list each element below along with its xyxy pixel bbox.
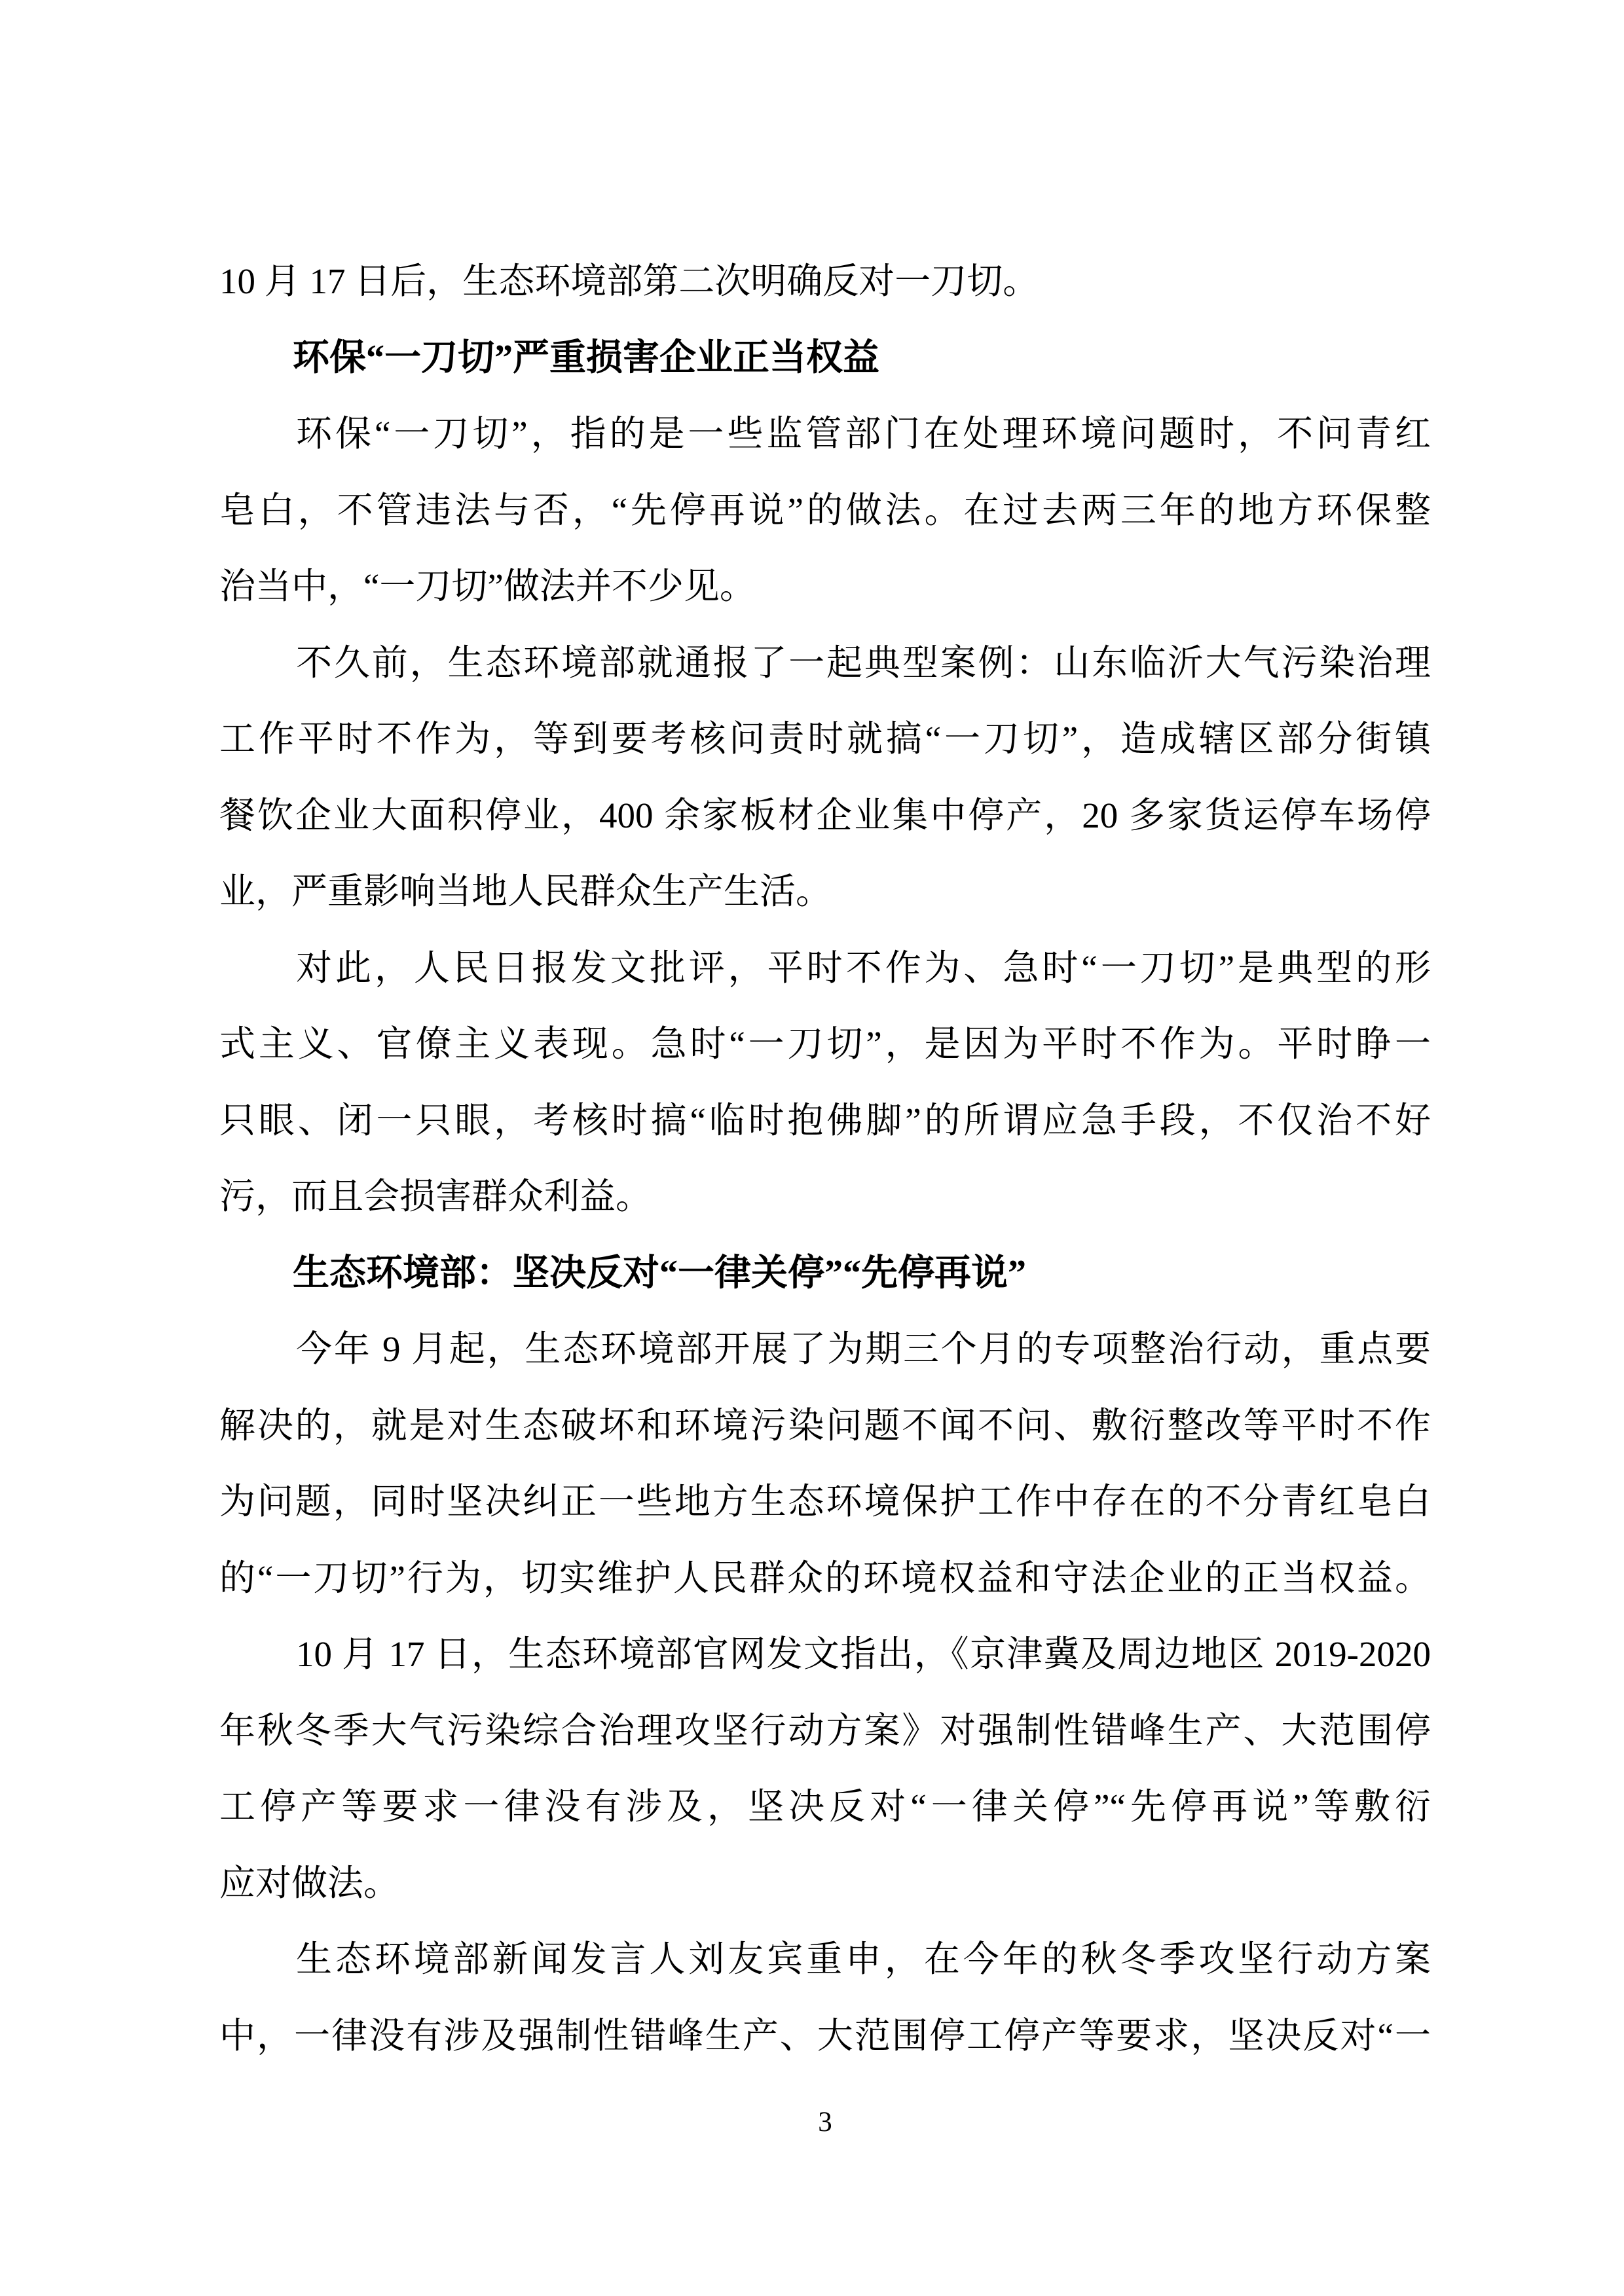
page-number: 3 — [818, 2107, 832, 2138]
text-line: 餐饮企业大面积停业，400 余家板材企业集中停产，20 多家货运停车场停 — [219, 795, 1431, 835]
text-line: 只眼、闭一只眼，考核时搞“临时抱佛脚”的所谓应急手段，不仅治不好 — [219, 1100, 1431, 1140]
text-line: 对此，人民日报发文批评，平时不作为、急时“一刀切”是典型的形 — [296, 947, 1431, 988]
text-line: 治当中，“一刀切”做法并不少见。 — [219, 566, 756, 606]
text-line: 业，严重影响当地人民群众生产生活。 — [219, 871, 832, 911]
text-line: 为问题，同时坚决纠正一些地方生态环境保护工作中存在的不分青红皂白 — [219, 1482, 1431, 1522]
text-line: 不久前，生态环境部就通报了一起典型案例：山东临沂大气污染治理 — [296, 642, 1431, 683]
text-line: 解决的，就是对生态破坏和环境污染问题不闻不问、敷衍整改等平时不作 — [219, 1405, 1431, 1446]
text-line: 皂白，不管违法与否，“先停再说”的做法。在过去两三年的地方环保整 — [219, 490, 1431, 530]
text-line: 10 月 17 日，生态环境部官网发文指出，《京津冀及周边地区 2019-2020 — [296, 1634, 1431, 1674]
document-body — [219, 244, 1431, 2074]
text-line: 10 月 17 日后，生态环境部第二次明确反对一刀切。 — [219, 261, 1039, 301]
text-line: 工停产等要求一律没有涉及，坚决反对“一律关停”“先停再说”等敷衍 — [219, 1787, 1431, 1827]
section-heading: 生态环境部：坚决反对“一律关停”“先停再说” — [293, 1252, 1026, 1294]
text-line: 今年 9 月起，生态环境部开展了为期三个月的专项整治行动，重点要 — [296, 1329, 1431, 1369]
text-line: 的“一刀切”行为，切实维护人民群众的环境权益和守法企业的正当权益。 — [219, 1558, 1431, 1598]
text-line: 工作平时不作为，等到要考核问责时就搞“一刀切”，造成辖区部分街镇 — [219, 719, 1431, 759]
text-line: 式主义、官僚主义表现。急时“一刀切”，是因为平时不作为。平时睁一 — [219, 1024, 1431, 1064]
text-line: 环保“一刀切”，指的是一些监管部门在处理环境问题时，不问青红 — [296, 414, 1431, 454]
text-line: 应对做法。 — [219, 1863, 400, 1903]
text-line: 年秋冬季大气污染综合治理攻坚行动方案》对强制性错峰生产、大范围停 — [219, 1710, 1431, 1751]
text-line: 污，而且会损害群众利益。 — [219, 1176, 652, 1216]
section-heading: 环保“一刀切”严重损害企业正当权益 — [293, 337, 879, 378]
text-line: 生态环境部新闻发言人刘友宾重申，在今年的秋冬季攻坚行动方案 — [296, 1939, 1431, 1979]
text-line: 中，一律没有涉及强制性错峰生产、大范围停工停产等要求，坚决反对“一 — [219, 2015, 1431, 2056]
